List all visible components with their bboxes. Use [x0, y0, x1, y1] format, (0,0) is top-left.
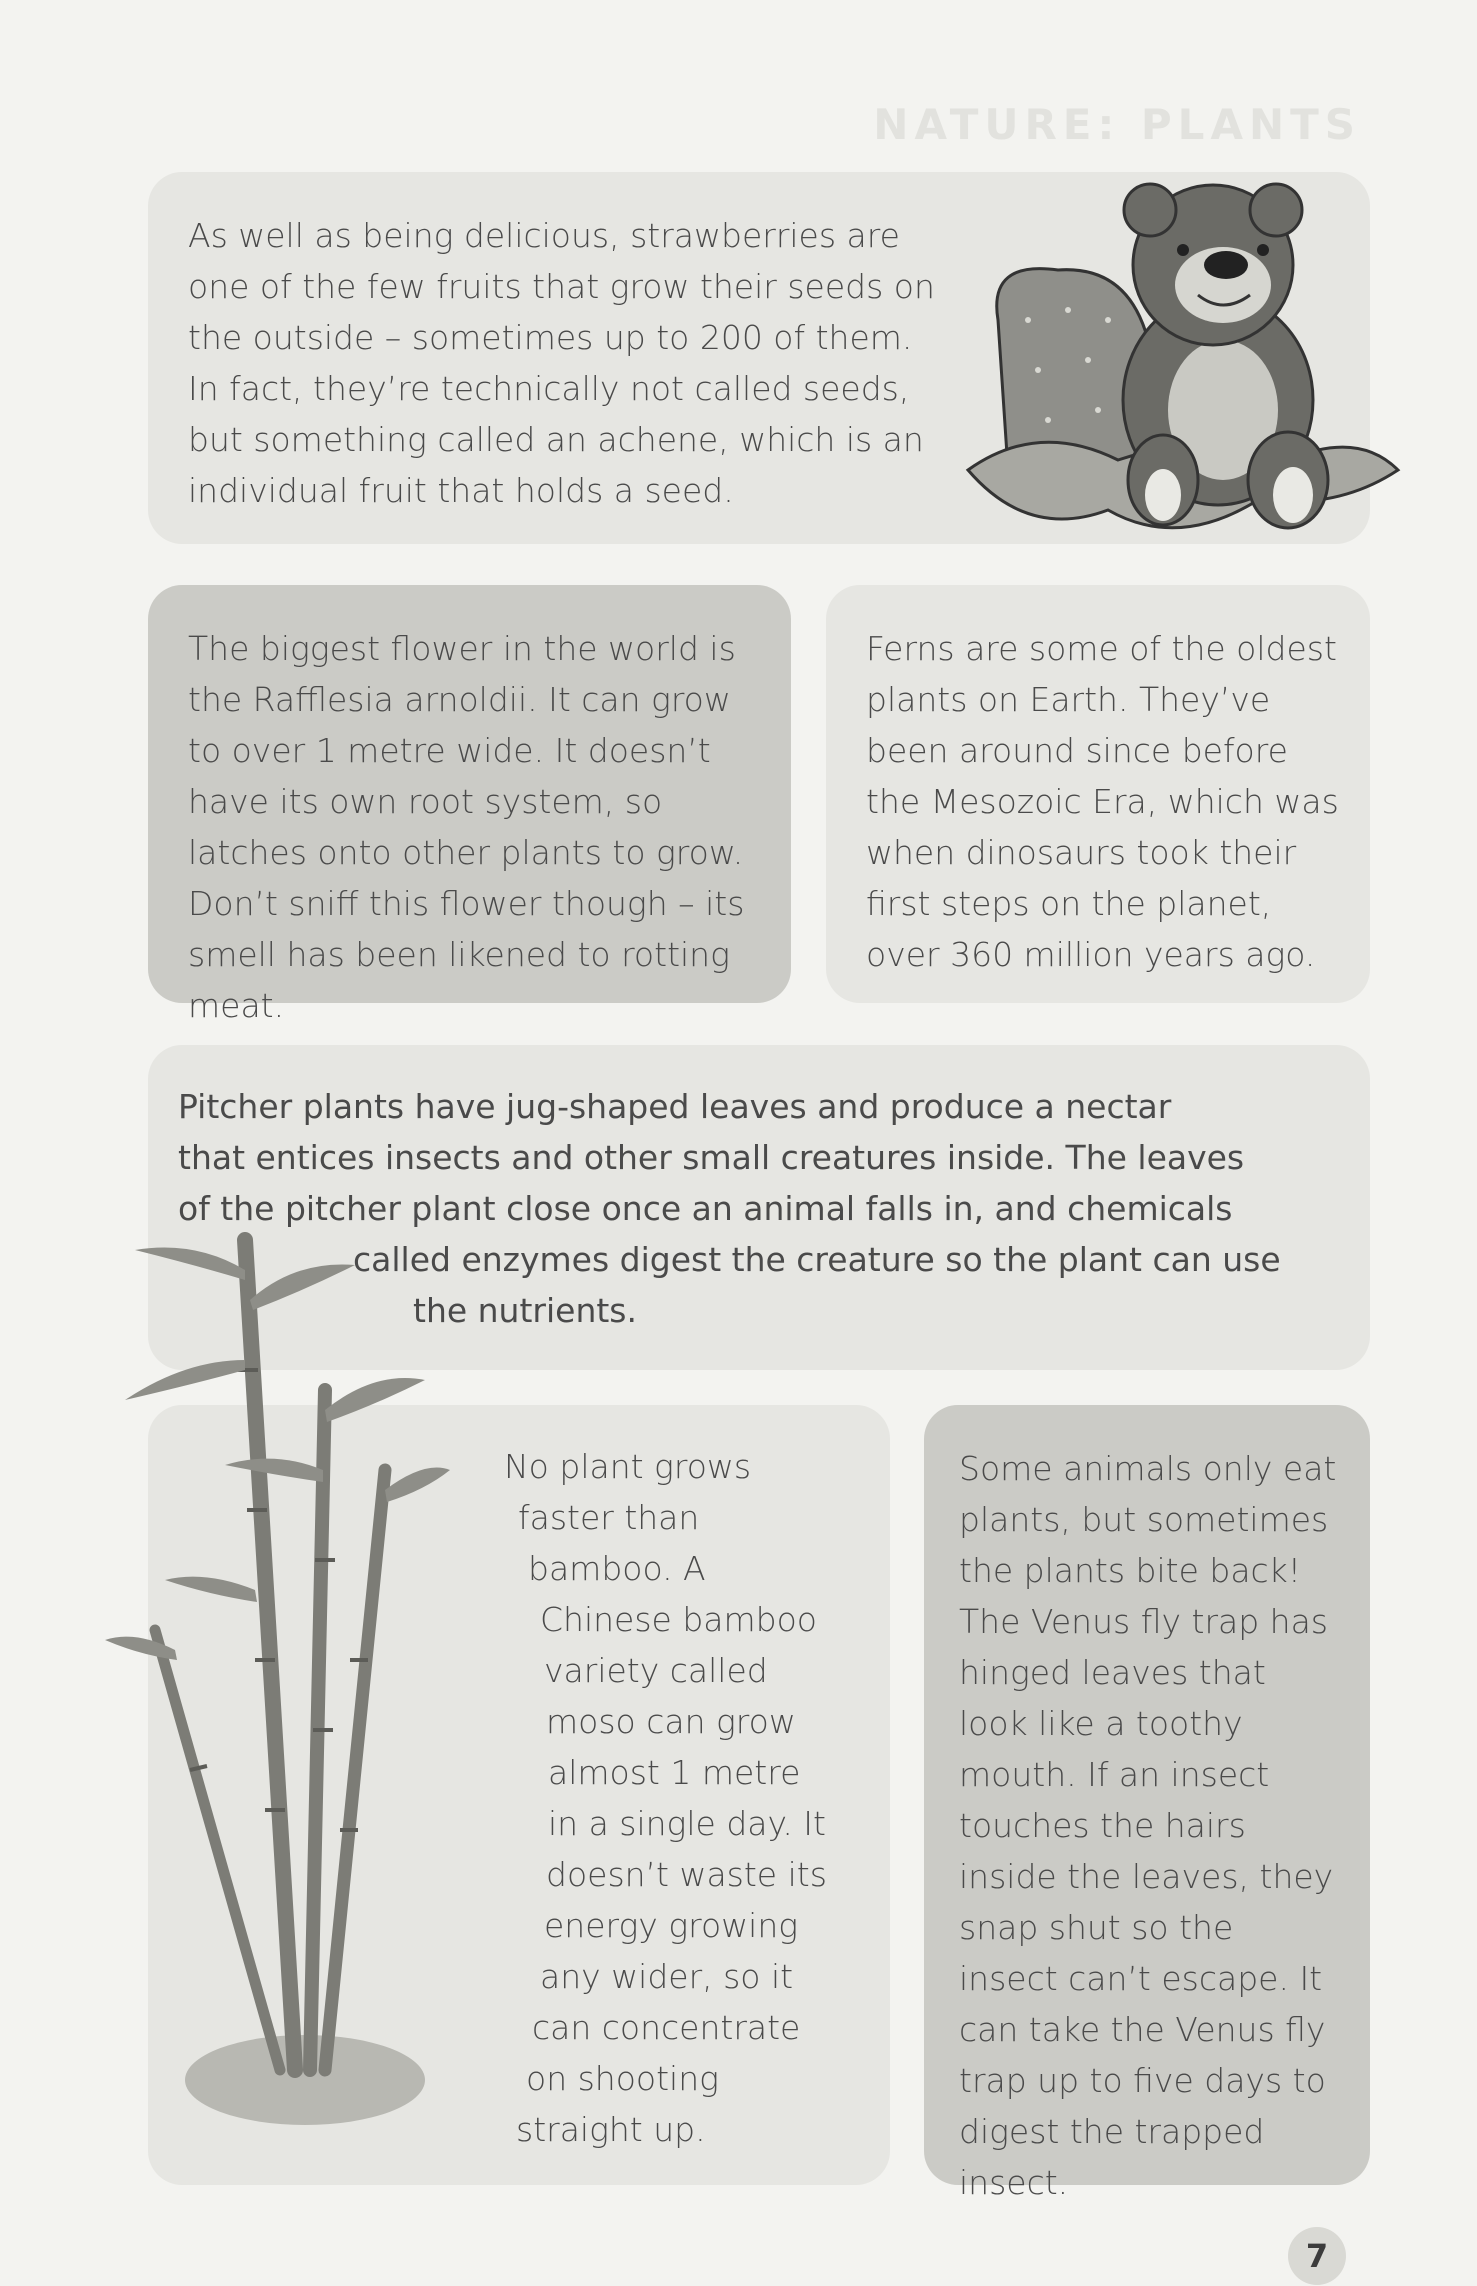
fact-text-bamboo-line: in a single day. It: [548, 1804, 826, 1843]
fact-text-bamboo-line: can concentrate: [532, 2008, 801, 2047]
fact-text-bamboo-line: any wider, so it: [540, 1957, 794, 1996]
fact-text-bamboo-line: moso can grow: [546, 1702, 796, 1741]
fact-text-venus: Some animals only eat plants, but sometimes the plants bite back! The Venus fly trap has hinged leaves that look like a toothy mouth. If an insect touches the hairs inside the leaves, they snap shut so the insect can’t escape. It can take the Venus fly trap up to five days to digest the trapped insect.: [959, 1449, 1337, 2202]
fact-text-strawberry: As well as being delicious, strawberries are one of the few fruits that grow their seeds on the outside – sometimes up to 200 of them. In fact, they’re technically not called seeds, but something called an achene, which is an individual fruit that holds a seed.: [188, 216, 935, 510]
fact-box-rafflesia: [148, 585, 791, 1025]
fact-text-bamboo-line: faster than: [518, 1498, 700, 1537]
fact-text-bamboo-line: almost 1 metre: [548, 1753, 801, 1792]
fact-text-pitcher-line: Pitcher plants have jug-shaped leaves and produce a nectar: [178, 1087, 1172, 1126]
fact-text-pitcher-line: of the pitcher plant close once an animal falls in, and chemicals: [178, 1189, 1233, 1228]
bear-illustration: [958, 170, 1408, 570]
fact-text-ferns: Ferns are some of the oldest plants on Earth. They’ve been around since before the Mesozoic Era, which was when dinosaurs took their first steps on the planet, over 360 million years ago.: [866, 629, 1339, 974]
fact-text-bamboo-line: straight up.: [516, 2110, 706, 2149]
fact-box-ferns: [826, 585, 1370, 1003]
fact-text-bamboo-line: on shooting: [526, 2059, 719, 2098]
fact-text-bamboo-line: energy growing: [544, 1906, 799, 1945]
fact-text-bamboo-line: No plant grows: [504, 1447, 752, 1486]
fact-text-pitcher-line: called enzymes digest the creature so the plant can use: [353, 1240, 1281, 1279]
fact-text-bamboo-line: variety called: [544, 1651, 768, 1690]
fact-text-pitcher-line: the nutrients.: [413, 1291, 637, 1330]
fact-text-rafflesia: The biggest flower in the world is the Rafflesia arnoldii. It can grow to over 1 metre wide. It doesn’t have its own root system, so latches onto other plants to grow. Don’t sniff this flower though – its smell has been likened to rotting meat.: [188, 629, 745, 1025]
fact-text-bamboo-line: bamboo. A: [528, 1549, 706, 1588]
bamboo-illustration: [95, 1210, 455, 2140]
section-header: NATURE: PLANTS: [873, 100, 1361, 149]
fact-box-venus-fly-trap: [924, 1405, 1370, 2202]
fact-text-pitcher-line: that entices insects and other small creatures inside. The leaves: [178, 1138, 1245, 1177]
page-number: 7: [1288, 2227, 1346, 2285]
fact-text-bamboo-line: doesn’t waste its: [546, 1855, 827, 1894]
fact-text-bamboo-line: Chinese bamboo: [540, 1600, 817, 1639]
